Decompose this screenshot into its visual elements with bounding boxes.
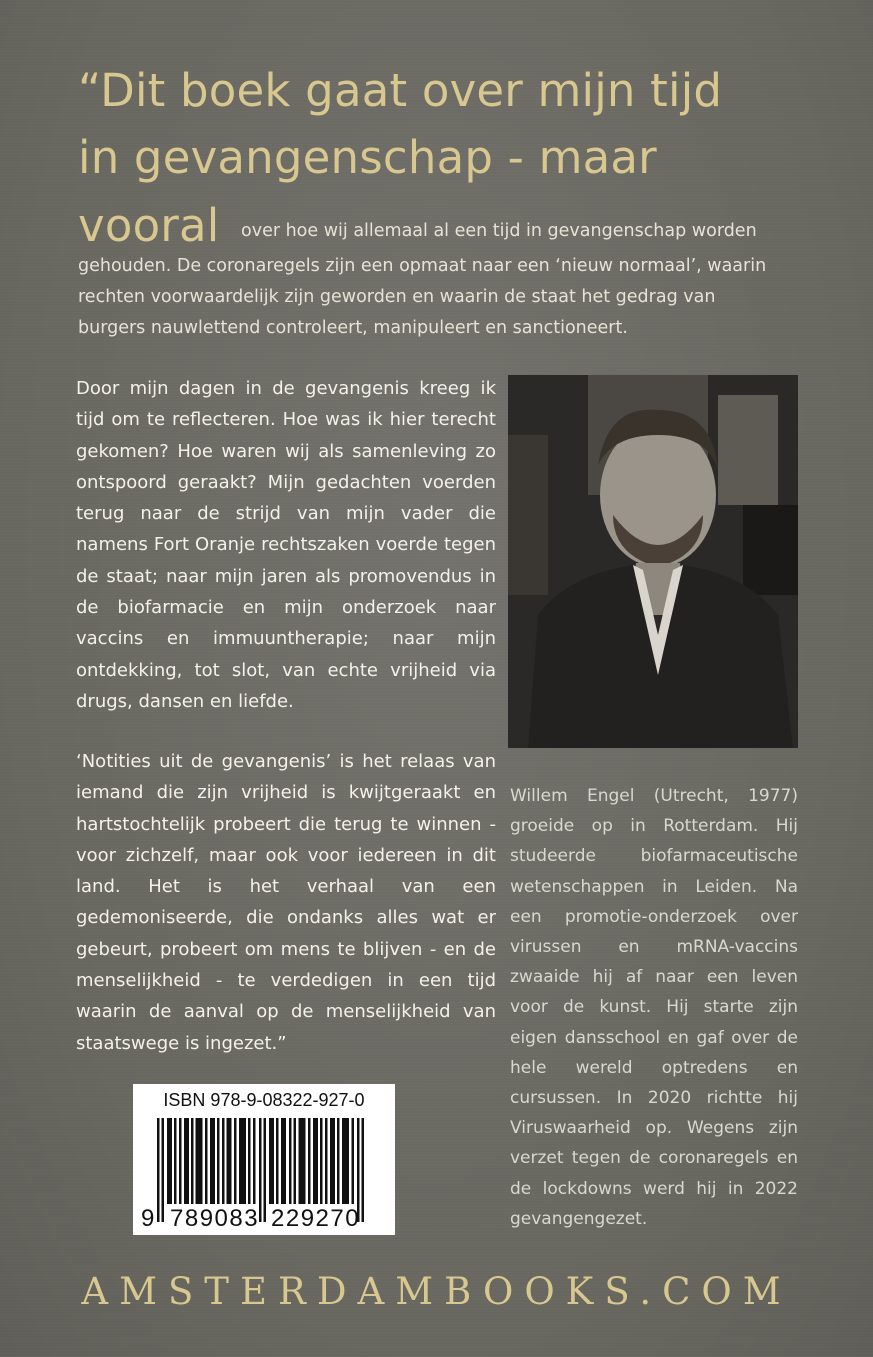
- body-paragraph-2: ‘Notities uit de gevangenis’ is het relaas van iemand die zijn vrijheid is kwijtgeraakt en hartstochtelijk probeert die terug te winnen - voor zichzelf, maar ook voor iedereen in dit land. Het is het verhaal van een gedemoniseerde, die ondanks alles wat er gebeurt, probeert om mens te blijven - en de menselijkheid - te verdedigen in een tijd waarin de aanval op de menselijkheid van staatswege is ingezet.”: [76, 751, 496, 1054]
- isbn-barcode: [133, 1084, 395, 1235]
- intro-line-1: over hoe wij allemaal al een tijd in gevangenschap worden: [241, 221, 757, 241]
- barcode-digits-left: 789083: [170, 1205, 260, 1232]
- barcode-digit-first: 9: [141, 1205, 156, 1232]
- body-paragraph-1: Door mijn dagen in de gevangenis kreeg ik tijd om te reflecteren. Hoe was ik hier terecht gekomen? Hoe waren wij als samenleving zo ontspoord geraakt? Mijn gedachten voerden terug naar de strijd van mijn vader die namens Fort Oranje rechtszaken voerde tegen de staat; naar mijn jaren als promovendus in de biofarmacie en mijn onderzoek naar vaccins en immuuntherapie; naar mijn ontdekking, tot slot, van echte vrijheid via drugs, dansen en liefde.: [76, 378, 496, 712]
- barcode-digits-right: 229270: [271, 1205, 361, 1232]
- headline-line-2: in gevangenschap - maar: [78, 131, 657, 184]
- intro-line-3: rechten voorwaardelijk zijn geworden en waarin de staat het gedrag van: [78, 287, 716, 307]
- author-photo: [508, 375, 798, 748]
- publisher-url: AMSTERDAMBOOKS.COM: [81, 1270, 792, 1313]
- headline-line-3: vooral: [78, 199, 220, 252]
- intro-line-4: burgers nauwlettend controleert, manipuleert en sanctioneert.: [78, 318, 628, 338]
- headline-line-1: “Dit boek gaat over mijn tijd: [78, 64, 723, 117]
- intro-line-2: gehouden. De coronaregels zijn een opmaat naar een ‘nieuw normaal’, waarin: [78, 256, 767, 276]
- author-bio: Willem Engel (Utrecht, 1977) groeide op in Rotterdam. Hij studeerde biofarmaceutische wetenschappen in Leiden. Na een promotie-onderzoek over virussen en mRNA-vaccins zwaaide hij af naar een leven voor de kunst. Hij starte zijn eigen dansschool en gaf over de hele wereld optredens en cursussen. In 2020 richtte hij Viruswaarheid op. Wegens zijn verzet tegen de coronaregels en de lockdowns werd hij in 2022 gevangengezet.: [510, 786, 798, 1229]
- isbn-label: ISBN 978-9-08322-927-0: [163, 1090, 365, 1110]
